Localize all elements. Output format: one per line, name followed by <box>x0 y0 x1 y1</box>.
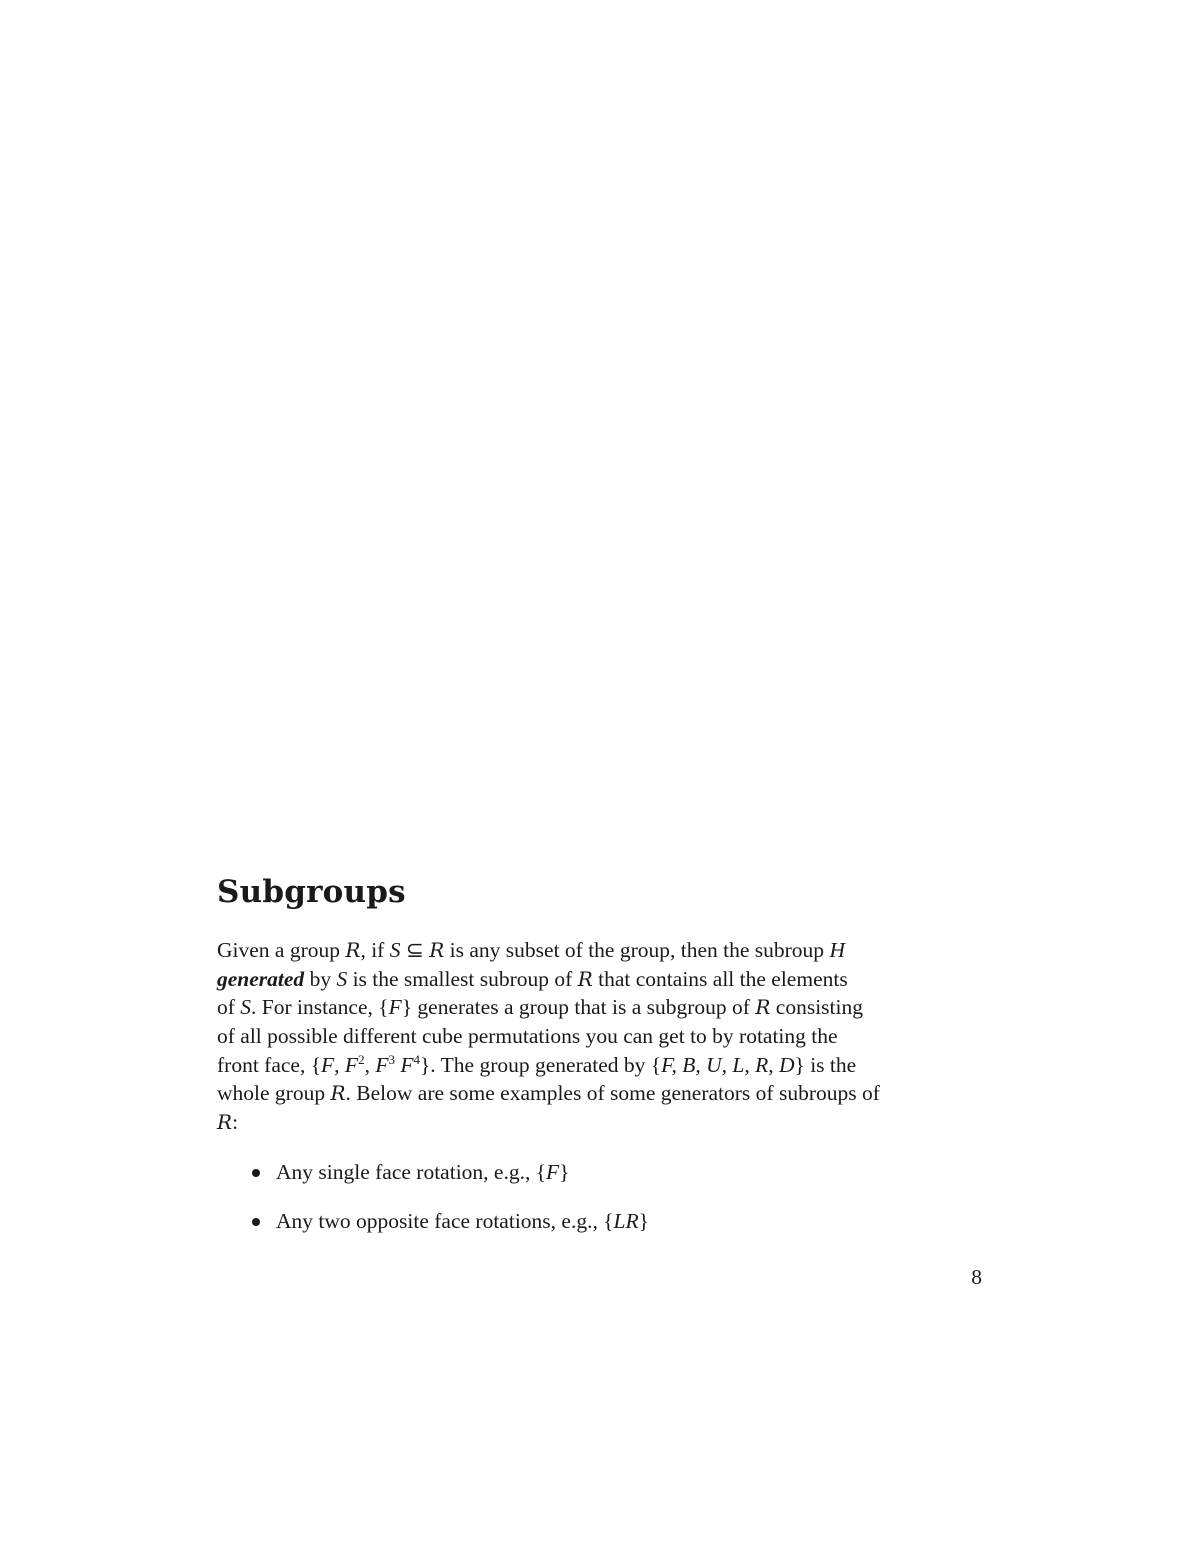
text-run: } is the <box>794 1052 857 1077</box>
text-run: , if <box>360 938 390 962</box>
superscript: 4 <box>413 1051 420 1067</box>
text-run: } generates a group that is a subgroup of <box>401 995 756 1020</box>
paragraph-line <box>217 993 980 1022</box>
math-symbol: F <box>400 1052 414 1077</box>
paragraph-line <box>217 1079 980 1108</box>
paragraph-line <box>217 1022 980 1051</box>
math-symbol: F <box>388 995 402 1020</box>
text-run: , <box>334 1052 345 1077</box>
math-symbol: R <box>217 1110 233 1135</box>
text-run: . Below are some examples of some generators of subroups of <box>345 1081 880 1106</box>
math-symbol: R <box>345 938 361 962</box>
superscript: 2 <box>358 1051 365 1067</box>
math-generator-set: F, B, U, L, R, D <box>661 1052 795 1077</box>
math-symbol: S <box>336 966 348 991</box>
page-number: 8 <box>971 1265 982 1289</box>
text-run: of <box>217 995 241 1020</box>
bullet-list <box>250 1158 649 1256</box>
text-run: , <box>364 1052 376 1077</box>
text-run: } <box>559 1160 570 1184</box>
section-title: Subgroups <box>217 874 406 910</box>
text-run: front face, { <box>217 1052 322 1077</box>
text-run: Given a group <box>217 938 346 962</box>
math-symbol: R <box>577 966 593 991</box>
paragraph-line <box>217 936 980 965</box>
math-symbol: F <box>546 1160 560 1184</box>
math-symbol: F <box>375 1052 389 1077</box>
math-symbol: S <box>240 995 252 1020</box>
list-item <box>250 1158 649 1186</box>
body-paragraph <box>217 936 980 1137</box>
math-symbol: R <box>330 1081 346 1106</box>
math-symbol: F <box>344 1052 359 1077</box>
math-symbol: F <box>321 1052 335 1077</box>
bullet-icon <box>252 1218 260 1226</box>
math-symbol: S <box>389 938 401 962</box>
math-symbol: R <box>429 938 445 962</box>
list-item <box>250 1207 649 1235</box>
superscript: 3 <box>388 1051 395 1067</box>
text-run: whole group <box>217 1081 331 1106</box>
text-run: is any subset of the group, then the subroup <box>444 938 830 962</box>
math-symbol: R <box>755 995 771 1020</box>
text-run: consisting <box>770 995 863 1020</box>
bullet-icon <box>252 1169 260 1177</box>
emphasized-term: generated <box>217 966 305 991</box>
math-symbol: LR <box>613 1209 639 1233</box>
paragraph-line <box>217 1108 980 1137</box>
list-item-text: Any single face rotation, e.g., { <box>276 1160 547 1184</box>
text-run: of all possible different cube permutations you can get to by rotating the <box>217 1024 838 1049</box>
text-run: is the smallest subroup of <box>347 966 578 991</box>
math-symbol: H <box>829 938 845 962</box>
text-run: } <box>638 1209 649 1233</box>
paragraph-line <box>217 1051 980 1080</box>
text-run: }. The group generated by { <box>419 1052 662 1077</box>
text-run: by <box>304 966 337 991</box>
text-run: ⊆ <box>400 938 430 962</box>
text-run: . For instance, { <box>251 995 389 1020</box>
text-run: that contains all the elements <box>592 966 848 991</box>
paragraph-line <box>217 965 980 994</box>
text-run: : <box>232 1110 239 1135</box>
list-item-text: Any two opposite face rotations, e.g., { <box>276 1209 614 1233</box>
